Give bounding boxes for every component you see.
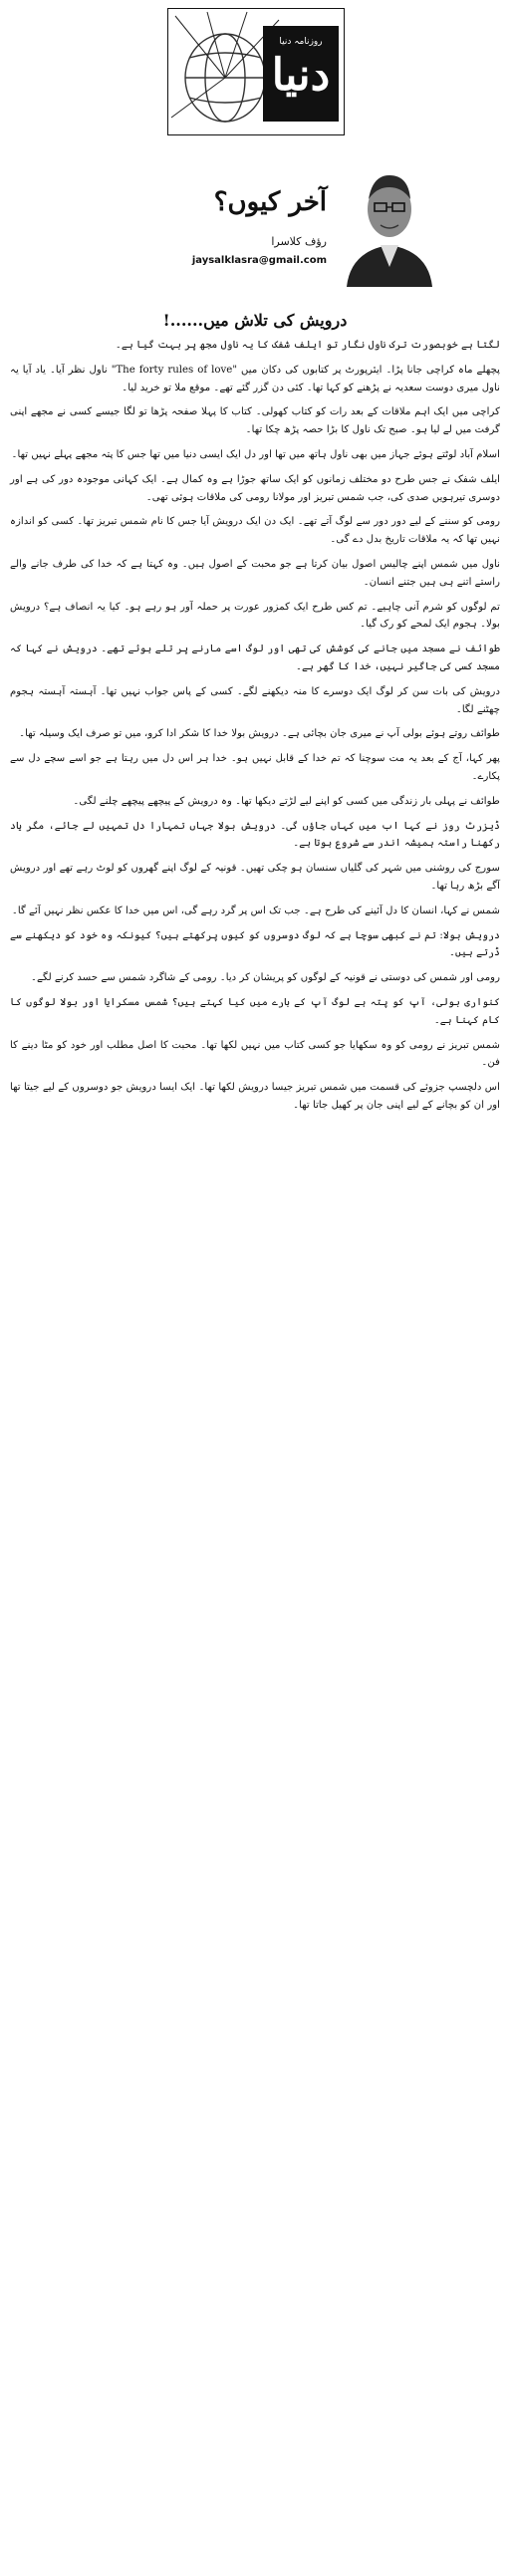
- article-paragraph: لگتا ہے خوبصورت ترک ناول نگار تو ایلف شفک کا یہ ناول مجھ پر بہت گیا ہے۔: [115, 340, 500, 351]
- article-paragraph: کنواری بولی، آپ کو پتہ ہے لوگ آپ کے بارے میں کیا کہتے ہیں؟ شمس مسکرایا اور بولا لوگوں کا کام کہنا ہے۔: [10, 996, 500, 1026]
- author-photo: [343, 159, 436, 287]
- article-paragraph: کراچی میں ایک اہم ملاقات کے بعد رات کو کتاب کھولی۔ کتاب کا پہلا صفحہ پڑھا تو لگا جیسے کسی نے مجھے اپنی گرفت میں لے لیا ہو۔ صبح تک ناول کا بڑا حصہ پڑھ چکا تھا۔: [10, 406, 500, 436]
- column-header: [167, 159, 436, 289]
- article-paragraph: رومی اور شمس کی دوستی نے قونیہ کے لوگوں کو پریشان کر دیا۔ رومی کے شاگرد شمس سے حسد کرنے لگے۔: [31, 972, 500, 984]
- article-paragraph: اسلام آباد لوٹتے ہوئے جہاز میں بھی ناول ہاتھ میں تھا اور دل ایک ایسی دنیا میں تھا جس کا پتہ مجھے پہلے نہیں تھا۔: [11, 448, 500, 460]
- article-paragraph: رومی کو سننے کے لیے دور دور سے لوگ آتے تھے۔ ایک دن ایک درویش آیا جس کا نام شمس تبریز تھا۔ کسی کو اندازہ نہیں تھا کہ یہ ملاقات تاریخ بدل دے گی۔: [10, 516, 500, 546]
- article-paragraph: ناول میں شمس اپنے چالیس اصول بیان کرتا ہے جو محبت کے اصول ہیں۔ وہ کہتا ہے کہ خدا کی طرف جانے والے راستے اتنے ہی ہیں جتنے انسان۔: [10, 558, 500, 588]
- column-title: آخر کیوں؟: [213, 187, 327, 217]
- article-headline: درویش کی تلاش میں......!: [162, 311, 348, 330]
- article-paragraph: طوائف نے مسجد میں جانے کی کوشش کی تھی اور لوگ اسے مارنے پر تلے ہوئے تھے۔ درویش نے کہا کہ مسجد کسی کی جاگیر نہیں، خدا کا گھر ہے۔: [10, 644, 500, 672]
- newspaper-masthead-logo: [167, 8, 345, 135]
- author-name: رؤف کلاسرا: [271, 235, 327, 248]
- article-paragraph: تم لوگوں کو شرم آنی چاہیے۔ تم کس طرح ایک کمزور عورت پر حملہ آور ہو رہے ہو۔ کیا یہ انصاف ہے؟ درویش بولا۔ ہجوم ایک لمحے کو رک گیا۔: [10, 601, 500, 631]
- article-paragraph: ایلف شفک نے جس طرح دو مختلف زمانوں کو ایک ساتھ جوڑا ہے وہ کمال ہے۔ ایک کہانی موجودہ دور کی ہے اور دوسری تیرہویں صدی کی، جب شمس تبریز اور مولانا رومی کی ملاقات ہوئی تھی۔: [10, 473, 500, 503]
- article-paragraph: درویش کی بات سن کر لوگ ایک دوسرے کا منہ دیکھنے لگے۔ کسی کے پاس جواب نہیں تھا۔ آہستہ آہستہ ہجوم چھٹنے لگا۔: [10, 685, 500, 715]
- logo-text: دنیا: [271, 50, 331, 101]
- article-paragraph: شمس تبریز نے رومی کو وہ سکھایا جو کسی کتاب میں نہیں لکھا تھا۔ محبت کا اصل مطلب اور خود کو مٹا دینے کا فن۔: [10, 1039, 500, 1069]
- author-email: jaysalklasra@gmail.com: [191, 255, 327, 266]
- logo-banner-text: روزنامہ دنیا: [279, 37, 323, 47]
- article-paragraph: طوائف نے پہلی بار زندگی میں کسی کو اپنے لیے لڑتے دیکھا تھا۔ وہ درویش کے پیچھے پیچھے چلنے لگی۔: [73, 795, 500, 807]
- article-paragraph: اس دلچسپ جزوئے کی قسمت میں شمس تبریز جیسا درویش لکھا تھا۔ ایک ایسا درویش جو دوسروں کے لیے جیتا تھا اور ان کو بچانے کے لیے اپنی جان پر کھیل جاتا تھا۔: [10, 1082, 500, 1111]
- article-paragraph: شمس نے کہا، انسان کا دل آئینے کی طرح ہے۔ جب تک اس پر گرد رہے گی، اس میں خدا کا عکس نظر نہیں آئے گا۔: [11, 904, 500, 916]
- article-paragraph: ڈیزرٹ روز نے کہا اب میں کہاں جاؤں گی۔ درویش بولا جہاں تمہارا دل تمہیں لے جائے، مگر یاد رکھنا راستہ ہمیشہ اندر سے شروع ہوتا ہے۔: [10, 820, 500, 850]
- article-paragraph: پچھلے ماہ کراچی جانا پڑا۔ ایئرپورٹ پر کتابوں کی دکان میں "The forty rules of love" ناول نظر آیا۔ یاد آیا یہ ناول میری دوست سعدیہ نے پڑھنے کو کہا تھا۔ کئی دن گزر گئے تھے۔ موقع ملا تو خرید لیا۔: [10, 364, 501, 393]
- article-paragraph: سورج کی روشنی میں شہر کی گلیاں سنسان ہو چکی تھیں۔ قونیہ کے لوگ اپنے گھروں کو لوٹ رہے تھے اور درویش آگے بڑھ رہا تھا۔: [10, 863, 500, 892]
- article-body: [10, 337, 500, 2564]
- article-paragraph: درویش بولا: تم نے کبھی سوچا ہے کہ لوگ دوسروں کو کیوں پرکھتے ہیں؟ کیونکہ وہ خود کو دیکھنے سے ڈرتے ہیں۔: [10, 929, 500, 959]
- article-paragraph: پھر کہا، آج کے بعد یہ مت سوچنا کہ تم خدا کے قابل نہیں ہو۔ خدا ہر اس دل میں رہتا ہے جو اسے سچے دل سے پکارے۔: [10, 753, 500, 782]
- article-paragraph: طوائف روتے ہوئے بولی آپ نے میری جان بچائی ہے۔ درویش بولا خدا کا شکر ادا کرو، میں تو صرف ایک وسیلہ تھا۔: [19, 728, 500, 740]
